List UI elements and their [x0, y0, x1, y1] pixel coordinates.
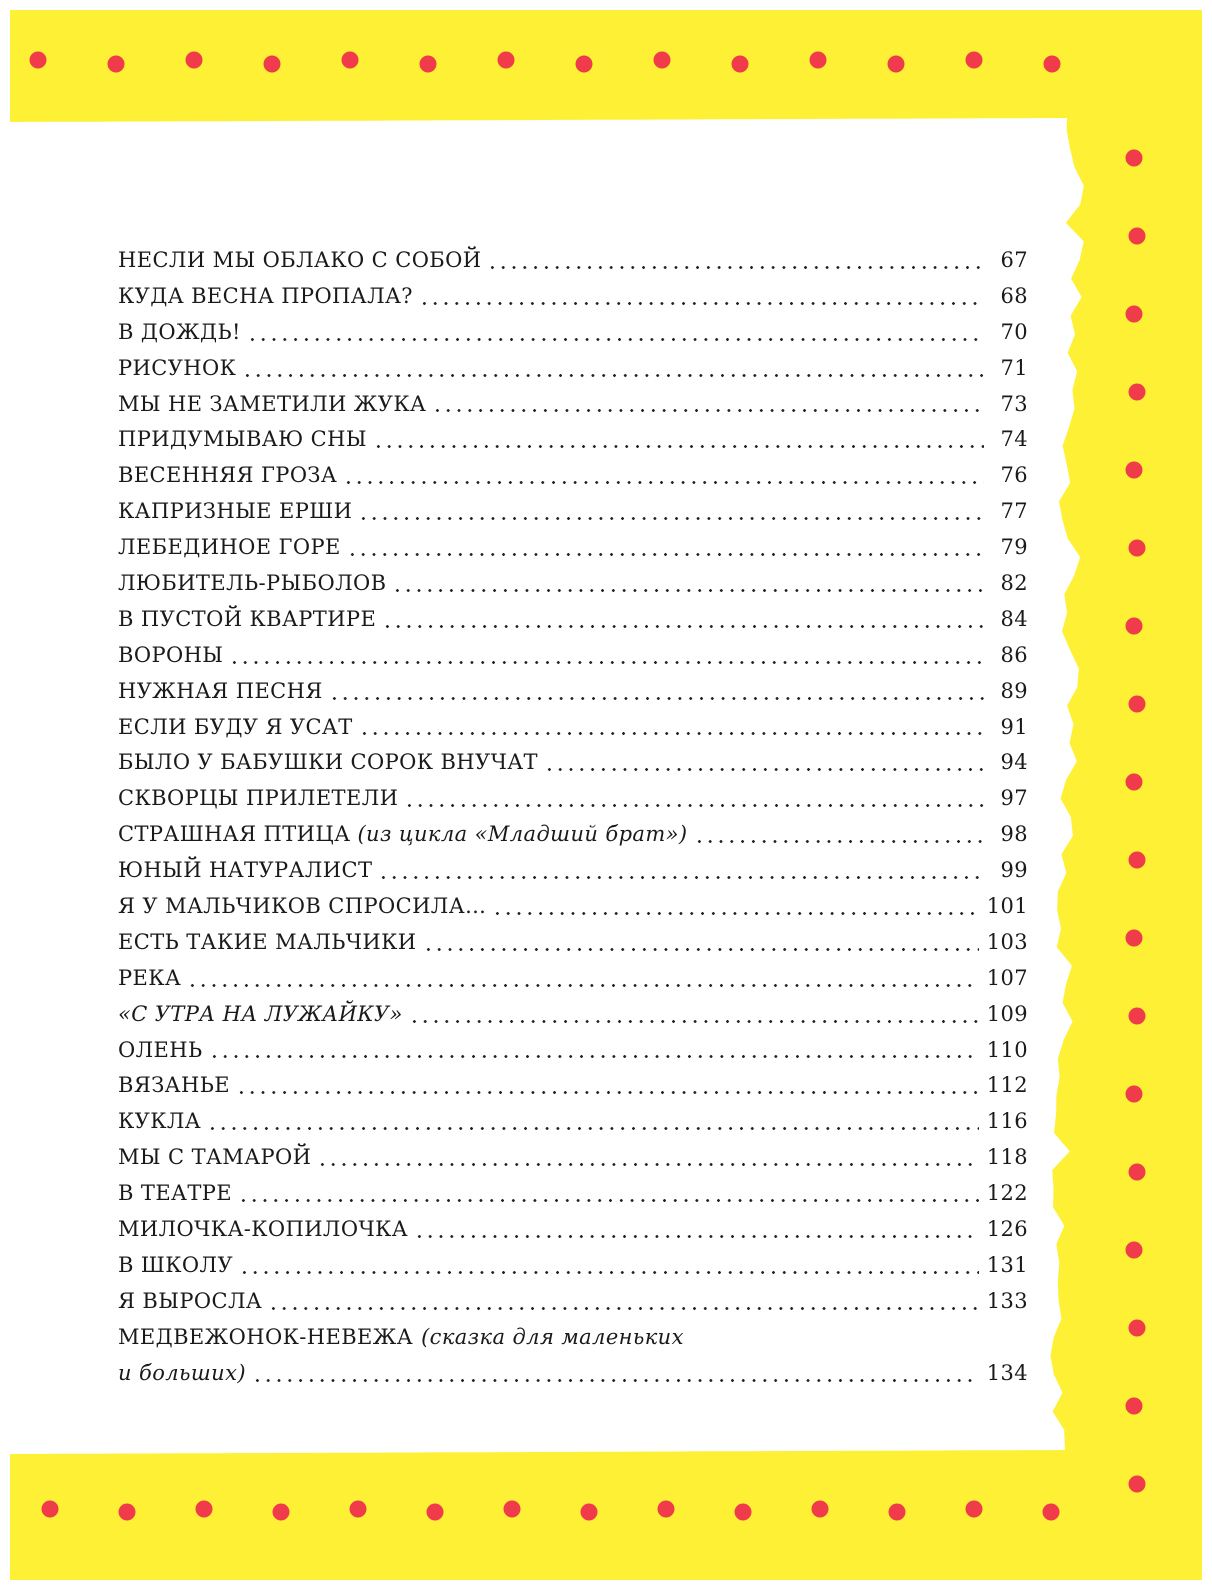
toc-entry-page: 98: [1000, 822, 1028, 847]
red-dot-right: [1129, 852, 1146, 869]
toc-entry-page: 77: [1000, 499, 1028, 524]
red-dot-bottom: [504, 1501, 521, 1518]
dot-leader: [242, 374, 984, 377]
toc-entry-page: 86: [1000, 642, 1028, 667]
toc-entry: [118, 781, 1028, 817]
red-dot-right: [1126, 462, 1143, 479]
toc-entry-page: 67: [1000, 247, 1028, 272]
red-dot-bottom: [966, 1501, 983, 1518]
red-dot-right: [1129, 696, 1146, 713]
dot-leader: [343, 481, 984, 484]
dot-leader: [382, 625, 984, 628]
red-dot-top: [30, 52, 47, 69]
red-dot-right: [1126, 618, 1143, 635]
red-dot-right: [1126, 774, 1143, 791]
toc-entry-title: ПРИДУМЫВАЮ СНЫ: [118, 427, 367, 452]
toc-entry-note: (из цикла «Младший брат»): [350, 822, 688, 847]
toc-entry: [118, 745, 1028, 781]
toc-entry-page: 76: [1000, 463, 1028, 488]
red-dot-bottom: [273, 1504, 290, 1521]
toc-entry-title: МЫ НЕ ЗАМЕТИЛИ ЖУКА: [118, 391, 427, 416]
toc-entry-title: КУКЛА: [118, 1109, 202, 1134]
toc-entry-title: СКВОРЦЫ ПРИЛЕТЕЛИ: [118, 786, 399, 811]
dot-leader: [409, 1020, 979, 1023]
toc-entry: [118, 315, 1028, 351]
toc-entry: [118, 279, 1028, 315]
toc-entry-title: МИЛОЧКА-КОПИЛОЧКА: [118, 1217, 409, 1242]
red-dot-bottom: [350, 1501, 367, 1518]
red-dot-right: [1126, 306, 1143, 323]
toc-entry-page: 134: [986, 1360, 1028, 1385]
red-dot-right: [1126, 1242, 1143, 1259]
toc-entry-page: 133: [986, 1288, 1028, 1313]
red-dot-right: [1129, 228, 1146, 245]
red-dot-top: [420, 56, 437, 73]
toc-entry: [118, 1140, 1028, 1176]
red-dot-top: [498, 52, 515, 69]
red-dot-right: [1129, 1476, 1146, 1493]
toc-entry-title: ЛЮБИТЕЛЬ-РЫБОЛОВ: [118, 571, 387, 595]
toc-entry-page: 122: [986, 1181, 1028, 1206]
toc-entry-title: НЕСЛИ МЫ ОБЛАКО С СОБОЙ: [118, 247, 482, 272]
toc-entry-page: 99: [1000, 858, 1028, 883]
toc-entry: [118, 1104, 1028, 1140]
toc-entry-page: 74: [1000, 427, 1028, 452]
red-dot-top: [966, 52, 983, 69]
toc-entry-page: 101: [986, 894, 1028, 919]
toc-entry: [118, 243, 1028, 279]
red-dot-right: [1126, 150, 1143, 167]
red-dot-right: [1129, 1320, 1146, 1337]
red-dot-bottom: [42, 1501, 59, 1518]
toc-entry-title: ВЯЗАНЬЕ: [118, 1073, 230, 1098]
toc-entry-title: ВОРОНЫ: [118, 642, 224, 667]
toc-entry: [118, 925, 1028, 961]
red-dot-right: [1129, 384, 1146, 401]
dot-leader: [432, 409, 984, 412]
toc-entry-page: 71: [1000, 355, 1028, 380]
toc-entry-page: 84: [1000, 606, 1028, 631]
red-dot-bottom: [658, 1501, 675, 1518]
red-dot-top: [888, 56, 905, 73]
toc-entry-title: В ДОЖДЬ!: [118, 319, 241, 344]
toc-entry-page: 112: [986, 1073, 1028, 1098]
toc-entry: [118, 817, 1028, 853]
toc-entry-page: 107: [986, 965, 1028, 990]
toc-entry: [118, 638, 1028, 674]
red-dot-right: [1126, 1086, 1143, 1103]
toc-entry-title: КАПРИЗНЫЕ ЕРШИ: [118, 499, 353, 524]
red-dot-top: [576, 56, 593, 73]
toc-entry-title: РЕКА: [118, 965, 182, 990]
toc-entry-title: РИСУНОК: [118, 355, 237, 380]
red-dot-bottom: [119, 1504, 136, 1521]
dot-leader: [373, 445, 984, 448]
toc-entry: [118, 1248, 1028, 1284]
red-dot-bottom: [581, 1504, 598, 1521]
red-dot-bottom: [889, 1504, 906, 1521]
toc-entry: [118, 530, 1028, 566]
dot-leader: [329, 697, 984, 700]
dot-leader: [492, 912, 978, 915]
dot-leader: [347, 553, 984, 556]
toc-entry-title: «С УТРА НА ЛУЖАЙКУ»: [118, 1001, 403, 1026]
toc-entry-title: ЕСЛИ БУДУ Я УСАТ: [118, 714, 353, 739]
toc-entry: [118, 458, 1028, 494]
toc-entry-title: ОЛЕНЬ: [118, 1037, 203, 1062]
toc-entry: [118, 566, 1028, 602]
dot-leader: [207, 1127, 979, 1130]
toc-entry: [118, 1284, 1028, 1320]
toc-entry-page: 103: [986, 929, 1028, 954]
toc-entry: [118, 1033, 1028, 1069]
dot-leader: [236, 1091, 979, 1094]
toc-entry-title: КУДА ВЕСНА ПРОПАЛА?: [118, 283, 413, 308]
dot-leader: [252, 1379, 979, 1382]
toc-entry-page: 82: [1000, 571, 1028, 595]
toc-entry-page: 131: [986, 1252, 1028, 1277]
toc-entry: [118, 1212, 1028, 1248]
red-dot-top: [342, 52, 359, 69]
toc-entry-title: МЕДВЕЖОНОК-НЕВЕЖА: [118, 1324, 414, 1349]
dot-leader: [209, 1055, 979, 1058]
toc-entry-page: 91: [1000, 714, 1028, 739]
red-dot-right: [1129, 1008, 1146, 1025]
toc-entry-title: В ШКОЛУ: [118, 1252, 234, 1277]
dot-leader: [414, 1235, 979, 1238]
red-dot-top: [732, 56, 749, 73]
red-dot-top: [1044, 56, 1061, 73]
toc-entry-page: 110: [986, 1037, 1028, 1062]
toc-entry: [118, 853, 1028, 889]
toc-entry: [118, 1068, 1028, 1104]
dot-leader: [392, 589, 984, 592]
dot-leader: [378, 876, 984, 879]
toc-entry-title: НУЖНАЯ ПЕСНЯ: [118, 678, 323, 703]
dot-leader: [359, 732, 984, 735]
toc-entry-page: 70: [1000, 319, 1028, 344]
dot-leader: [358, 517, 984, 520]
toc-entry-page: 97: [1000, 786, 1028, 811]
toc-entry-page: 116: [986, 1109, 1028, 1134]
toc-entry-page: 68: [1000, 283, 1028, 308]
toc-entry-title: БЫЛО У БАБУШКИ СОРОК ВНУЧАТ: [118, 750, 538, 775]
toc-entry-page: 126: [986, 1217, 1028, 1242]
toc-entry: [118, 351, 1028, 387]
toc-entry-title: В ТЕАТРЕ: [118, 1181, 233, 1206]
red-dot-right: [1126, 930, 1143, 947]
toc-entry-title: ЮНЫЙ НАТУРАЛИСТ: [118, 858, 373, 883]
toc-entry-page: 73: [1000, 391, 1028, 416]
toc-entry-page: 118: [986, 1145, 1028, 1170]
table-of-contents: [118, 243, 1028, 1392]
dot-leader: [423, 948, 979, 951]
dot-leader: [268, 1307, 979, 1310]
toc-entry-note: (сказка для маленьких: [421, 1324, 684, 1349]
toc-entry: [118, 889, 1028, 925]
dot-leader: [544, 768, 984, 771]
red-dot-bottom: [196, 1501, 213, 1518]
toc-entry: [118, 997, 1028, 1033]
red-dot-right: [1126, 1398, 1143, 1415]
red-dot-top: [264, 56, 281, 73]
red-dot-bottom: [812, 1501, 829, 1518]
dot-leader: [229, 661, 984, 664]
red-dot-bottom: [735, 1504, 752, 1521]
toc-entry-title: МЫ С ТАМАРОЙ: [118, 1145, 312, 1170]
toc-entry-title: СТРАШНАЯ ПТИЦА: [118, 822, 351, 847]
red-dot-top: [186, 52, 203, 69]
toc-entry-title: ВЕСЕННЯЯ ГРОЗА: [118, 463, 338, 488]
red-dot-bottom: [427, 1504, 444, 1521]
toc-entry-note: и больших): [118, 1360, 246, 1385]
red-dot-right: [1129, 1164, 1146, 1181]
toc-entry-title: ЛЕБЕДИНОЕ ГОРЕ: [118, 535, 341, 560]
toc-entry-page: 109: [986, 1001, 1028, 1026]
red-dot-top: [108, 56, 125, 73]
toc-entry-page: 94: [1000, 750, 1028, 775]
red-dot-bottom: [1043, 1504, 1060, 1521]
toc-entry-title: Я У МАЛЬЧИКОВ СПРОСИЛА…: [118, 894, 487, 919]
dot-leader: [317, 1163, 978, 1166]
toc-entry: [118, 494, 1028, 530]
toc-entry-continuation: [118, 1356, 1028, 1392]
dot-leader: [187, 984, 978, 987]
dot-leader: [239, 1271, 979, 1274]
dot-leader: [247, 338, 984, 341]
dot-leader: [419, 302, 984, 305]
toc-entry-page: 89: [1000, 678, 1028, 703]
toc-entry: [118, 1320, 1028, 1356]
toc-entry-title: ЕСТЬ ТАКИЕ МАЛЬЧИКИ: [118, 929, 417, 954]
dot-leader: [404, 804, 984, 807]
red-dot-top: [810, 52, 827, 69]
toc-entry: [118, 602, 1028, 638]
dot-leader: [238, 1199, 979, 1202]
red-dot-right: [1129, 540, 1146, 557]
toc-entry: [118, 422, 1028, 458]
toc-entry: [118, 961, 1028, 997]
toc-entry: [118, 710, 1028, 746]
toc-entry-page: 79: [1000, 535, 1028, 560]
toc-entry: [118, 674, 1028, 710]
toc-entry: [118, 387, 1028, 423]
toc-entry-title: В ПУСТОЙ КВАРТИРЕ: [118, 606, 377, 631]
dot-leader: [694, 840, 984, 843]
toc-entry-title: Я ВЫРОСЛА: [118, 1288, 263, 1313]
red-dot-top: [654, 52, 671, 69]
dot-leader: [487, 266, 984, 269]
toc-entry: [118, 1176, 1028, 1212]
